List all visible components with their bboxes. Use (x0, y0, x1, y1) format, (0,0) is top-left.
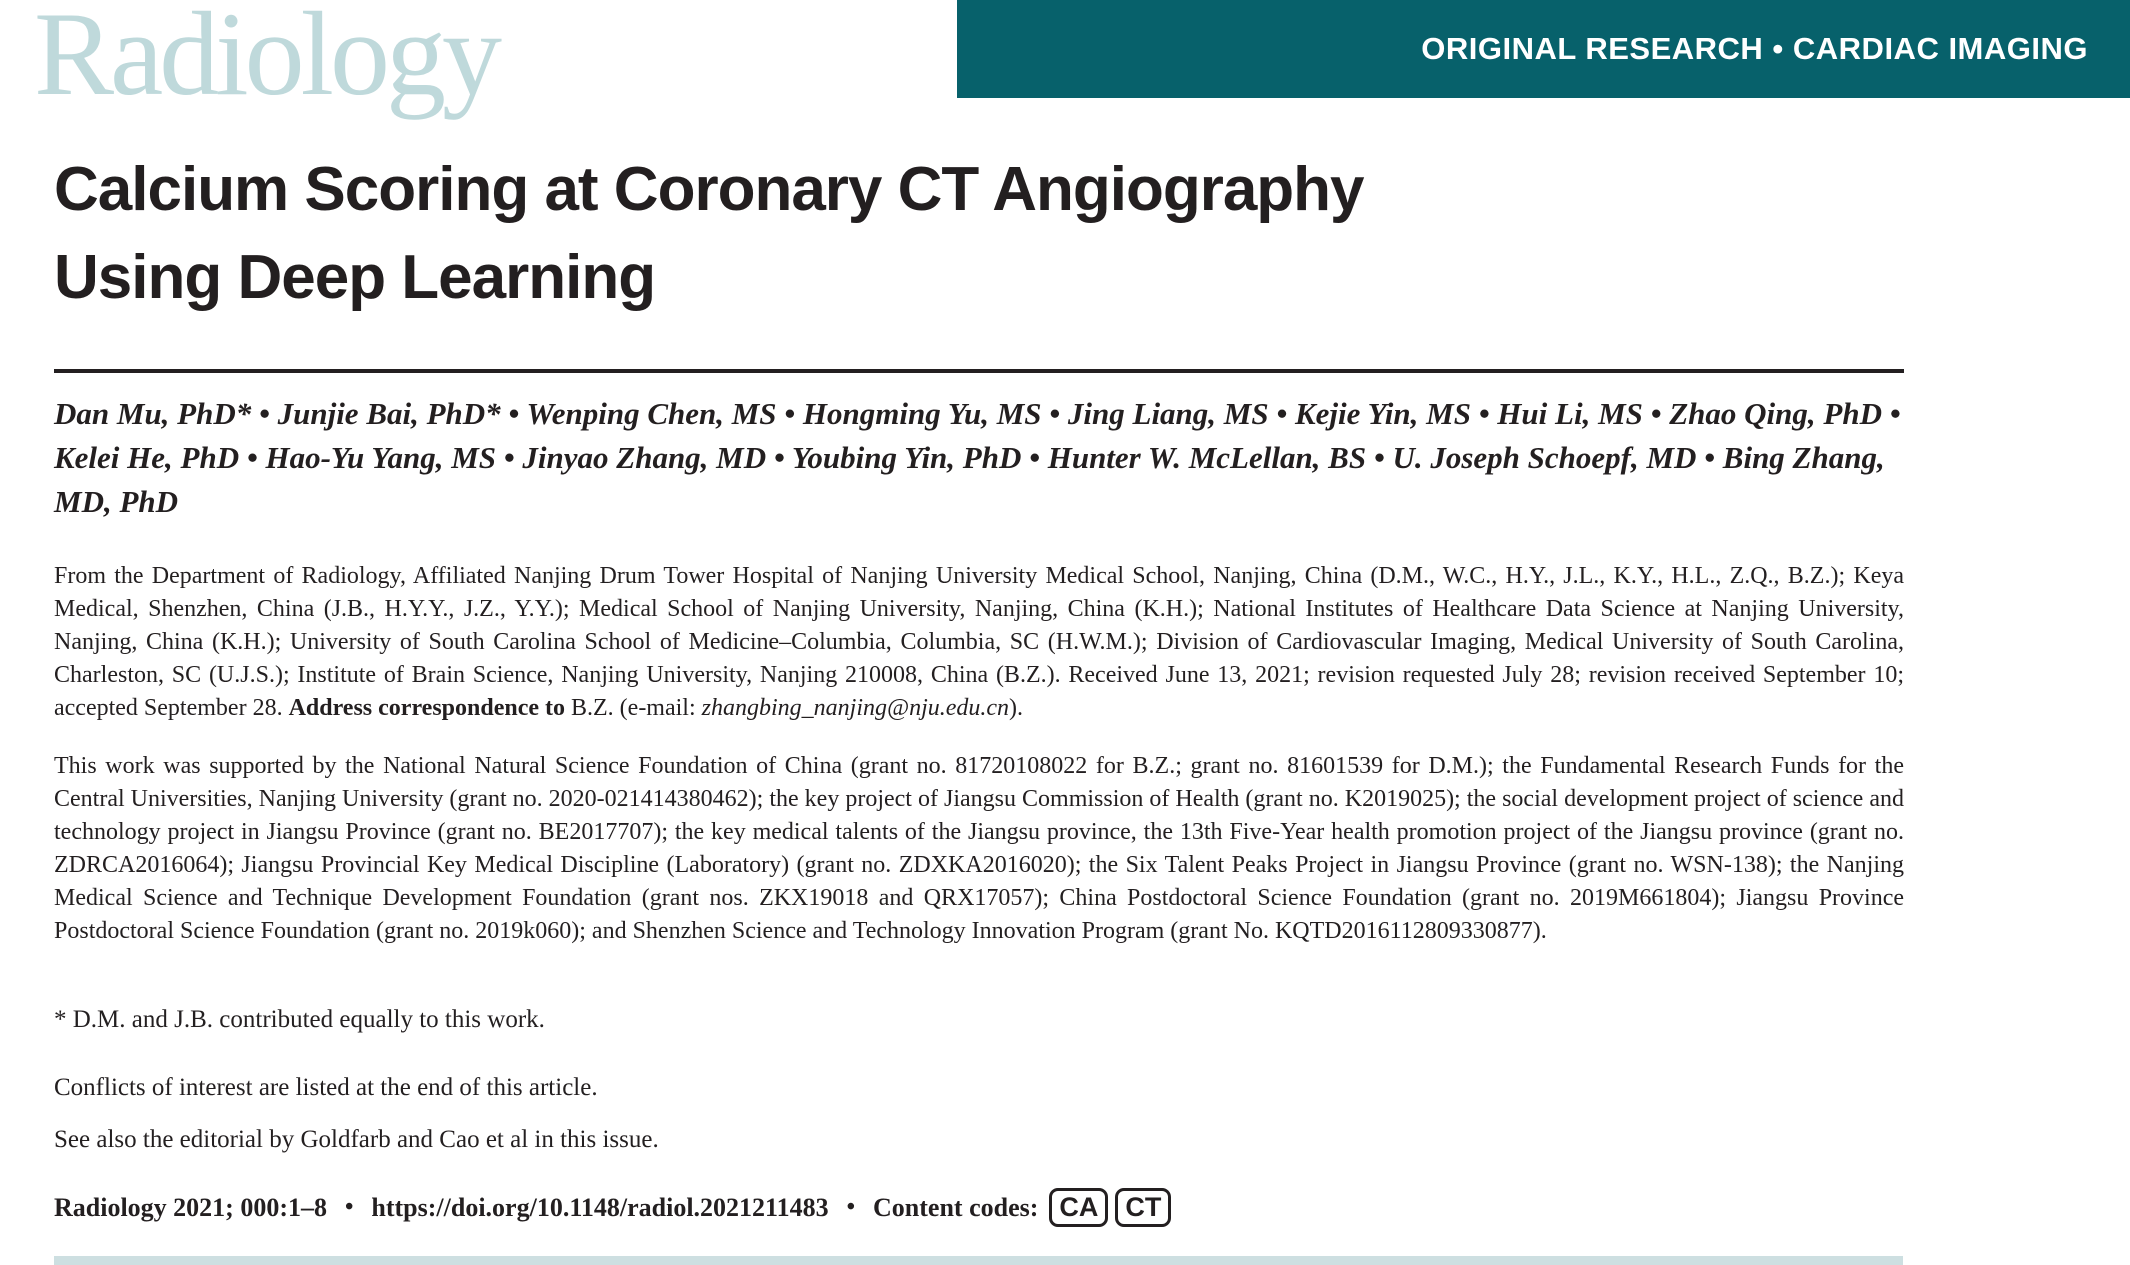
journal-reference: Radiology 2021; 000:1–8 (54, 1192, 327, 1222)
article-title-line2: Using Deep Learning (54, 243, 656, 312)
article-title (54, 146, 1654, 322)
citation-line (54, 1188, 1171, 1227)
content-codes (1042, 1188, 1171, 1227)
equal-contribution-note: * D.M. and J.B. contributed equally to this work. (54, 1006, 545, 1033)
editorial-note: See also the editorial by Goldfarb and Cao et al in this issue. (54, 1126, 659, 1153)
correspondence-label: Address correspondence to (288, 695, 565, 721)
content-code-badge-ca: CA (1049, 1188, 1108, 1227)
title-divider-rule (54, 369, 1904, 373)
bullet-separator: • (846, 1194, 856, 1220)
category-banner (957, 0, 2130, 98)
content-codes-label: Content codes: (873, 1192, 1039, 1222)
funding-paragraph: This work was supported by the National Natural Science Foundation of China (grant no. 81720108022 for B.Z.; grant no. 81601539 for D.M.); the Fundamental Research Funds for the Central Universities, Nanjing University (grant no. 2020-021414380462); the key project of Jiangsu Commission of Health (grant no. K2019025); the social development project of science and technology project in Jiangsu Province (grant no. BE2017707); the key medical talents of the Jiangsu province, the 13th Five-Year health promotion project of the Jiangsu province (grant no. ZDRCA2016064); Jiangsu Provincial Key Medical Discipline (Laboratory) (grant no. ZDXKA2016020); the Six Talent Peaks Project in Jiangsu Province (grant no. WSN-138); the Nanjing Medical Science and Technique Development Foundation (grant nos. ZKX19018 and QRX17057); China Postdoctoral Science Foundation (grant no. 2019M661804); Jiangsu Province Postdoctoral Science Foundation (grant no. 2019k060); and Shenzhen Science and Technology Innovation Program (grant No. KQTD2016112809330877). (54, 753, 1904, 944)
bullet-separator: • (345, 1194, 354, 1220)
affiliations-text: From the Department of Radiology, Affiliated Nanjing Drum Tower Hospital of Nanjing University Medical School, Nanjing, China (D.M., W.C., H.Y., J.L., K.Y., H.L., Z.Q., B.Z.); Keya Medical, Shenzhen, China (J.B., H.Y.Y., J.Z., Y.Y.); Medical School of Nanjing University, Nanjing, China (K.H.); National Institutes of Healthcare Data Science at Nanjing University, Nanjing, China (K.H.); University of South Carolina School of Medicine–Columbia, Columbia, SC (H.W.M.); Division of Cardiovascular Imaging, Medical University of South Carolina, Charleston, SC (U.J.S.); Institute of Brain Science, Nanjing University, Nanjing 210008, China (B.Z.). Received June 13, 2021; revision requested July 28; revision received September 10; accepted September 28. (54, 563, 1904, 721)
category-banner-text: ORIGINAL RESEARCH • CARDIAC IMAGING (1421, 31, 2088, 66)
footer-accent-bar (54, 1256, 1903, 1265)
affiliations-paragraph (54, 560, 1904, 725)
content-code-badge-ct: CT (1115, 1188, 1171, 1227)
article-title-line1: Calcium Scoring at Coronary CT Angiography (54, 155, 1364, 224)
doi-link[interactable]: https://doi.org/10.1148/radiol.2021211483 (371, 1192, 829, 1222)
author-list: Dan Mu, PhD* • Junjie Bai, PhD* • Wenping Chen, MS • Hongming Yu, MS • Jing Liang, MS • Kejie Yin, MS • Hui Li, MS • Zhao Qing, PhD • Kelei He, PhD • Hao-Yu Yang, MS • Jinyao Zhang, MD • Youbing Yin, PhD • Hunter W. McLellan, BS • U. Joseph Schoepf, MD • Bing Zhang, MD, PhD (54, 396, 1901, 519)
correspondence-end: ). (1009, 695, 1024, 721)
correspondence-mid: B.Z. (e-mail: (565, 695, 702, 721)
journal-logo: Radiology (34, 0, 498, 120)
correspondence-email-link[interactable]: zhangbing_nanjing@nju.edu.cn (701, 695, 1010, 721)
conflicts-note: Conflicts of interest are listed at the end of this article. (54, 1074, 598, 1101)
